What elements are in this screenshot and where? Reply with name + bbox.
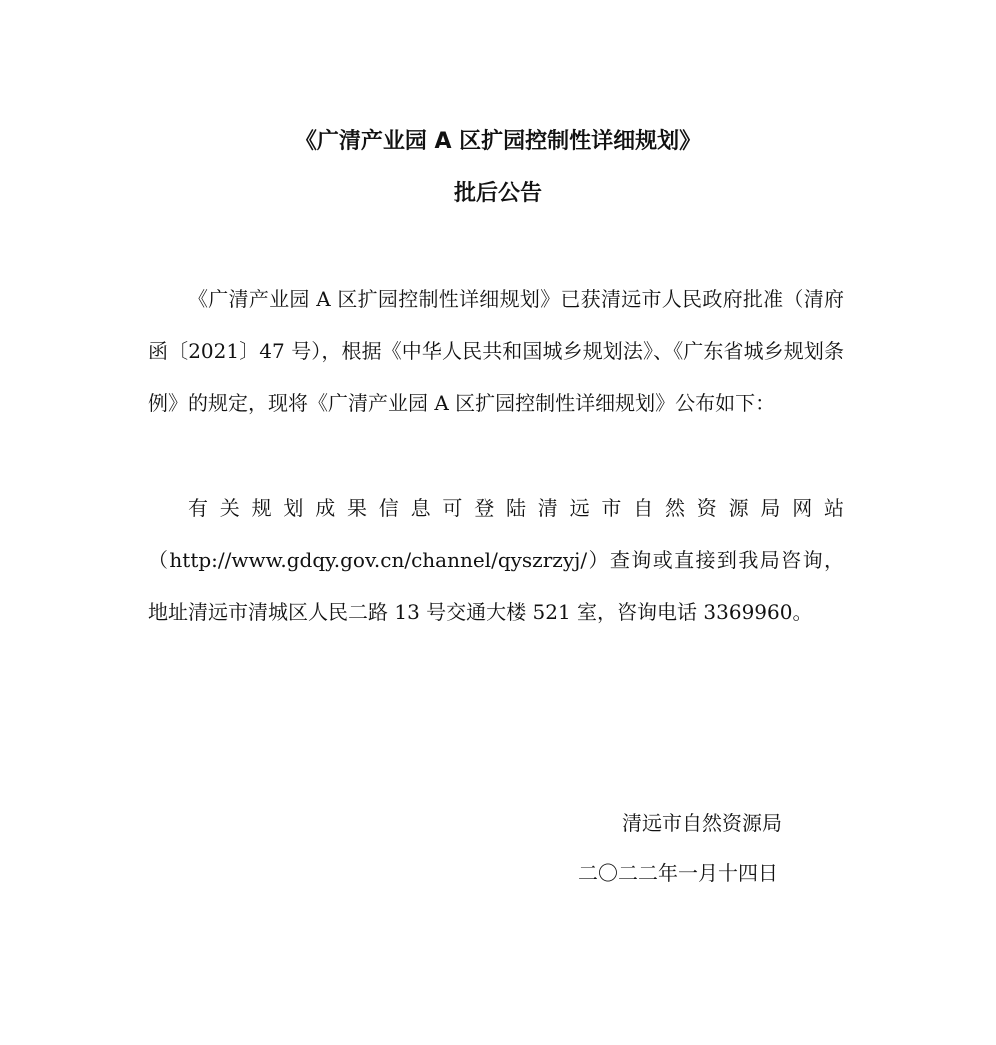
signature-organization: 清远市自然资源局 <box>622 811 782 835</box>
document-title: 《广清产业园 A 区扩园控制性详细规划》 <box>294 129 702 154</box>
body-paragraph-approval: 《广清产业园 A 区扩园控制性详细规划》已获清远市人民政府批准（清府函〔2021〕47 号），根据《中华人民共和国城乡规划法》、《广东省城乡规划条例》的规定，现将《广清产业园 A 区扩园控制性详细规划》公布如下： <box>148 287 844 415</box>
body-paragraph-inquiry: 有关规划成果信息可登陆清远市自然资源局网站（http://www.gdqy.gov.cn/channel/qyszrzyj/）查询或直接到我局咨询，地址清远市清城区人民二路 13 号交通大楼 521 室，咨询电话 3369960。 <box>148 496 844 624</box>
signature-date: 二〇二二年一月十四日 <box>578 861 778 885</box>
document-subtitle: 批后公告 <box>453 181 542 206</box>
